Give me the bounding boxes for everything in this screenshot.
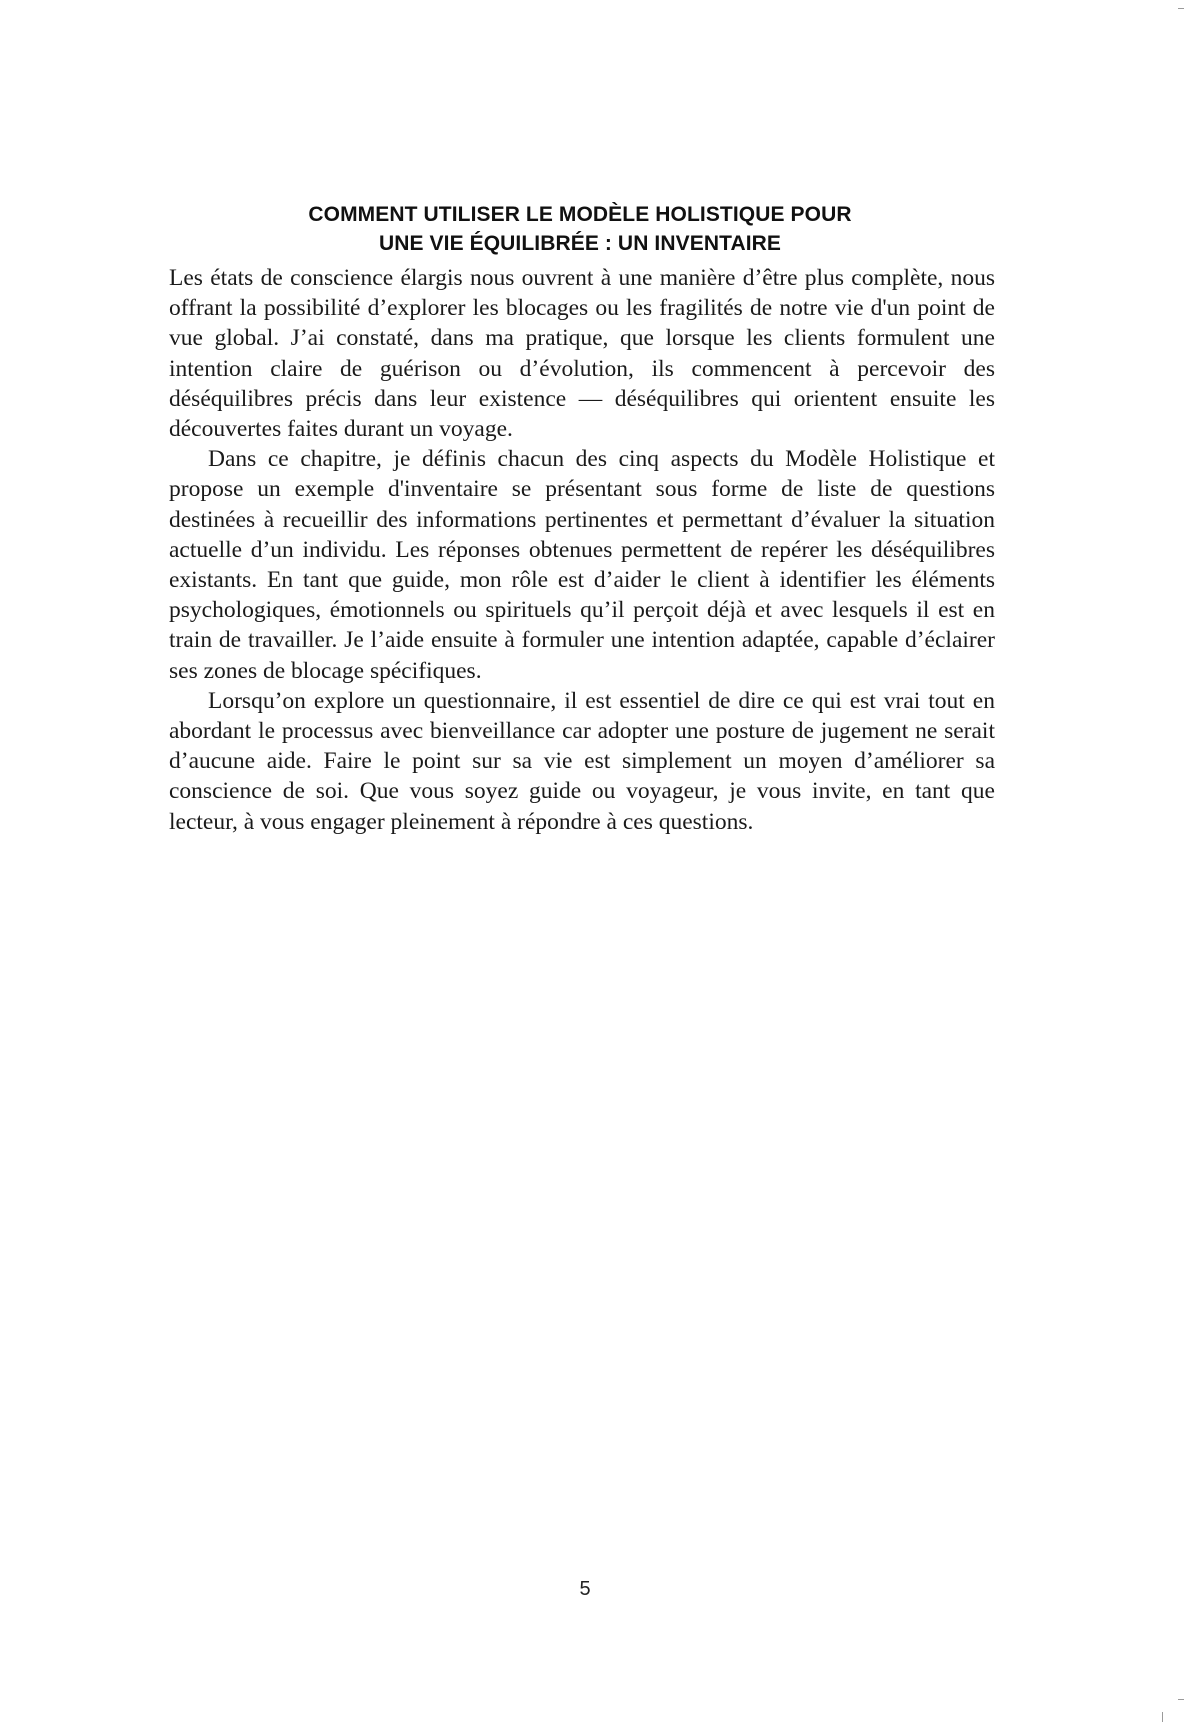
crop-mark-bottom-right-horizontal [1178,1699,1184,1700]
paragraph-1: Les états de conscience élargis nous ouvrent à une manière d’être plus complète, nous offrant la possibilité d’explorer les blocages ou les fragilités de notre vie d'un point de vue global. J’ai constaté, dans ma pratique, que lorsque les clients formulent une intention claire de guérison ou d’évolution, ils commencent à percevoir des déséquilibres précis dans leur existence — déséquilibres qui orientent ensuite les découvertes faites durant un voyage. [169,265,995,443]
crop-mark-bottom-right-vertical [1162,1712,1163,1722]
paragraph-3: Lorsqu’on explore un questionnaire, il est essentiel de dire ce qui est vrai tout en abordant le processus avec bienveillance car adopter une posture de jugement ne serait d’aucune aide. Faire le point sur sa vie est simplement un moyen d’améliorer sa conscience de soi. Que vous soyez guide ou voyageur, je vous invite, en tant que lecteur, à vous engager pleinement à répondre à ces questions. [169,687,995,835]
chapter-heading-line-1: COMMENT UTILISER LE MODÈLE HOLISTIQUE POUR [308,203,852,226]
crop-mark-top-right [1178,8,1184,9]
chapter-heading [168,200,992,258]
page-number: 5 [579,1578,591,1600]
chapter-heading-line-2: UNE VIE ÉQUILIBRÉE : UN INVENTAIRE [378,232,782,255]
paragraph-2: Dans ce chapitre, je définis chacun des cinq aspects du Modèle Holistique et propose un exemple d'inventaire se présentant sous forme de liste de questions destinées à recueillir des informations pertinentes et permettant d’évaluer la situation actuelle d’un individu. Les réponses obtenues permettent de repérer les déséquilibres existants. En tant que guide, mon rôle est d’aider le client à identifier les éléments psychologiques, émotionnels ou spirituels qu’il perçoit déjà et avec lesquels il est en train de travailler. Je l’aide ensuite à formuler une intention adaptée, capable d’éclairer ses zones de blocage spécifiques. [169,446,995,684]
body-text [169,263,995,837]
